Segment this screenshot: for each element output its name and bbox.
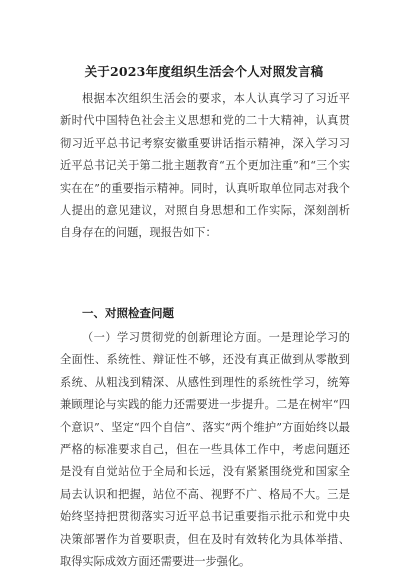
section-paragraph: （一）学习贯彻党的创新理论方面。一是理论学习的全面性、系统性、辩证性不够，还没有真正做到从零散到系统、从粗浅到精深、从感性到理性的系统性学习，统筹兼顾理论与实践的能力还需要进一步提升。二是在树牢“四个意识”、坚定“四个自信”、落实“两个维护”方面始终以最严格的标准要求自己，但在一些具体工作中，考虑问题还是没有自觉站位于全局和长远，没有紧紧围绕党和国家全局去认识和把握，站位不高、视野不广、格局不大。三是始终坚持把贯彻落实习近平总书记重要指示批示和党中央决策部署作为首要职责，但在及时有效转化为具体举措、取得实际成效方面还需要进一步强化。 (60, 331, 350, 569)
intro-paragraph: 根据本次组织生活会的要求，本人认真学习了习近平新时代中国特色社会主义思想和党的二十大精神，认真贯彻习近平总书记考察安徽重要讲话指示精神，深入学习习近平总书记关于第二批主题教育“五个更加注重”和“三个实实在在”的重要指示精神。同时，认真听取单位同志对我个人提出的意见建议，对照自身思想和工作实际，深刻剖析自身存在的问题，现报告如下： (60, 92, 350, 240)
section-heading: 一、对照检查问题 (82, 306, 174, 320)
document-title: 关于2023年度组织生活会个人对照发言稿 (84, 64, 324, 79)
